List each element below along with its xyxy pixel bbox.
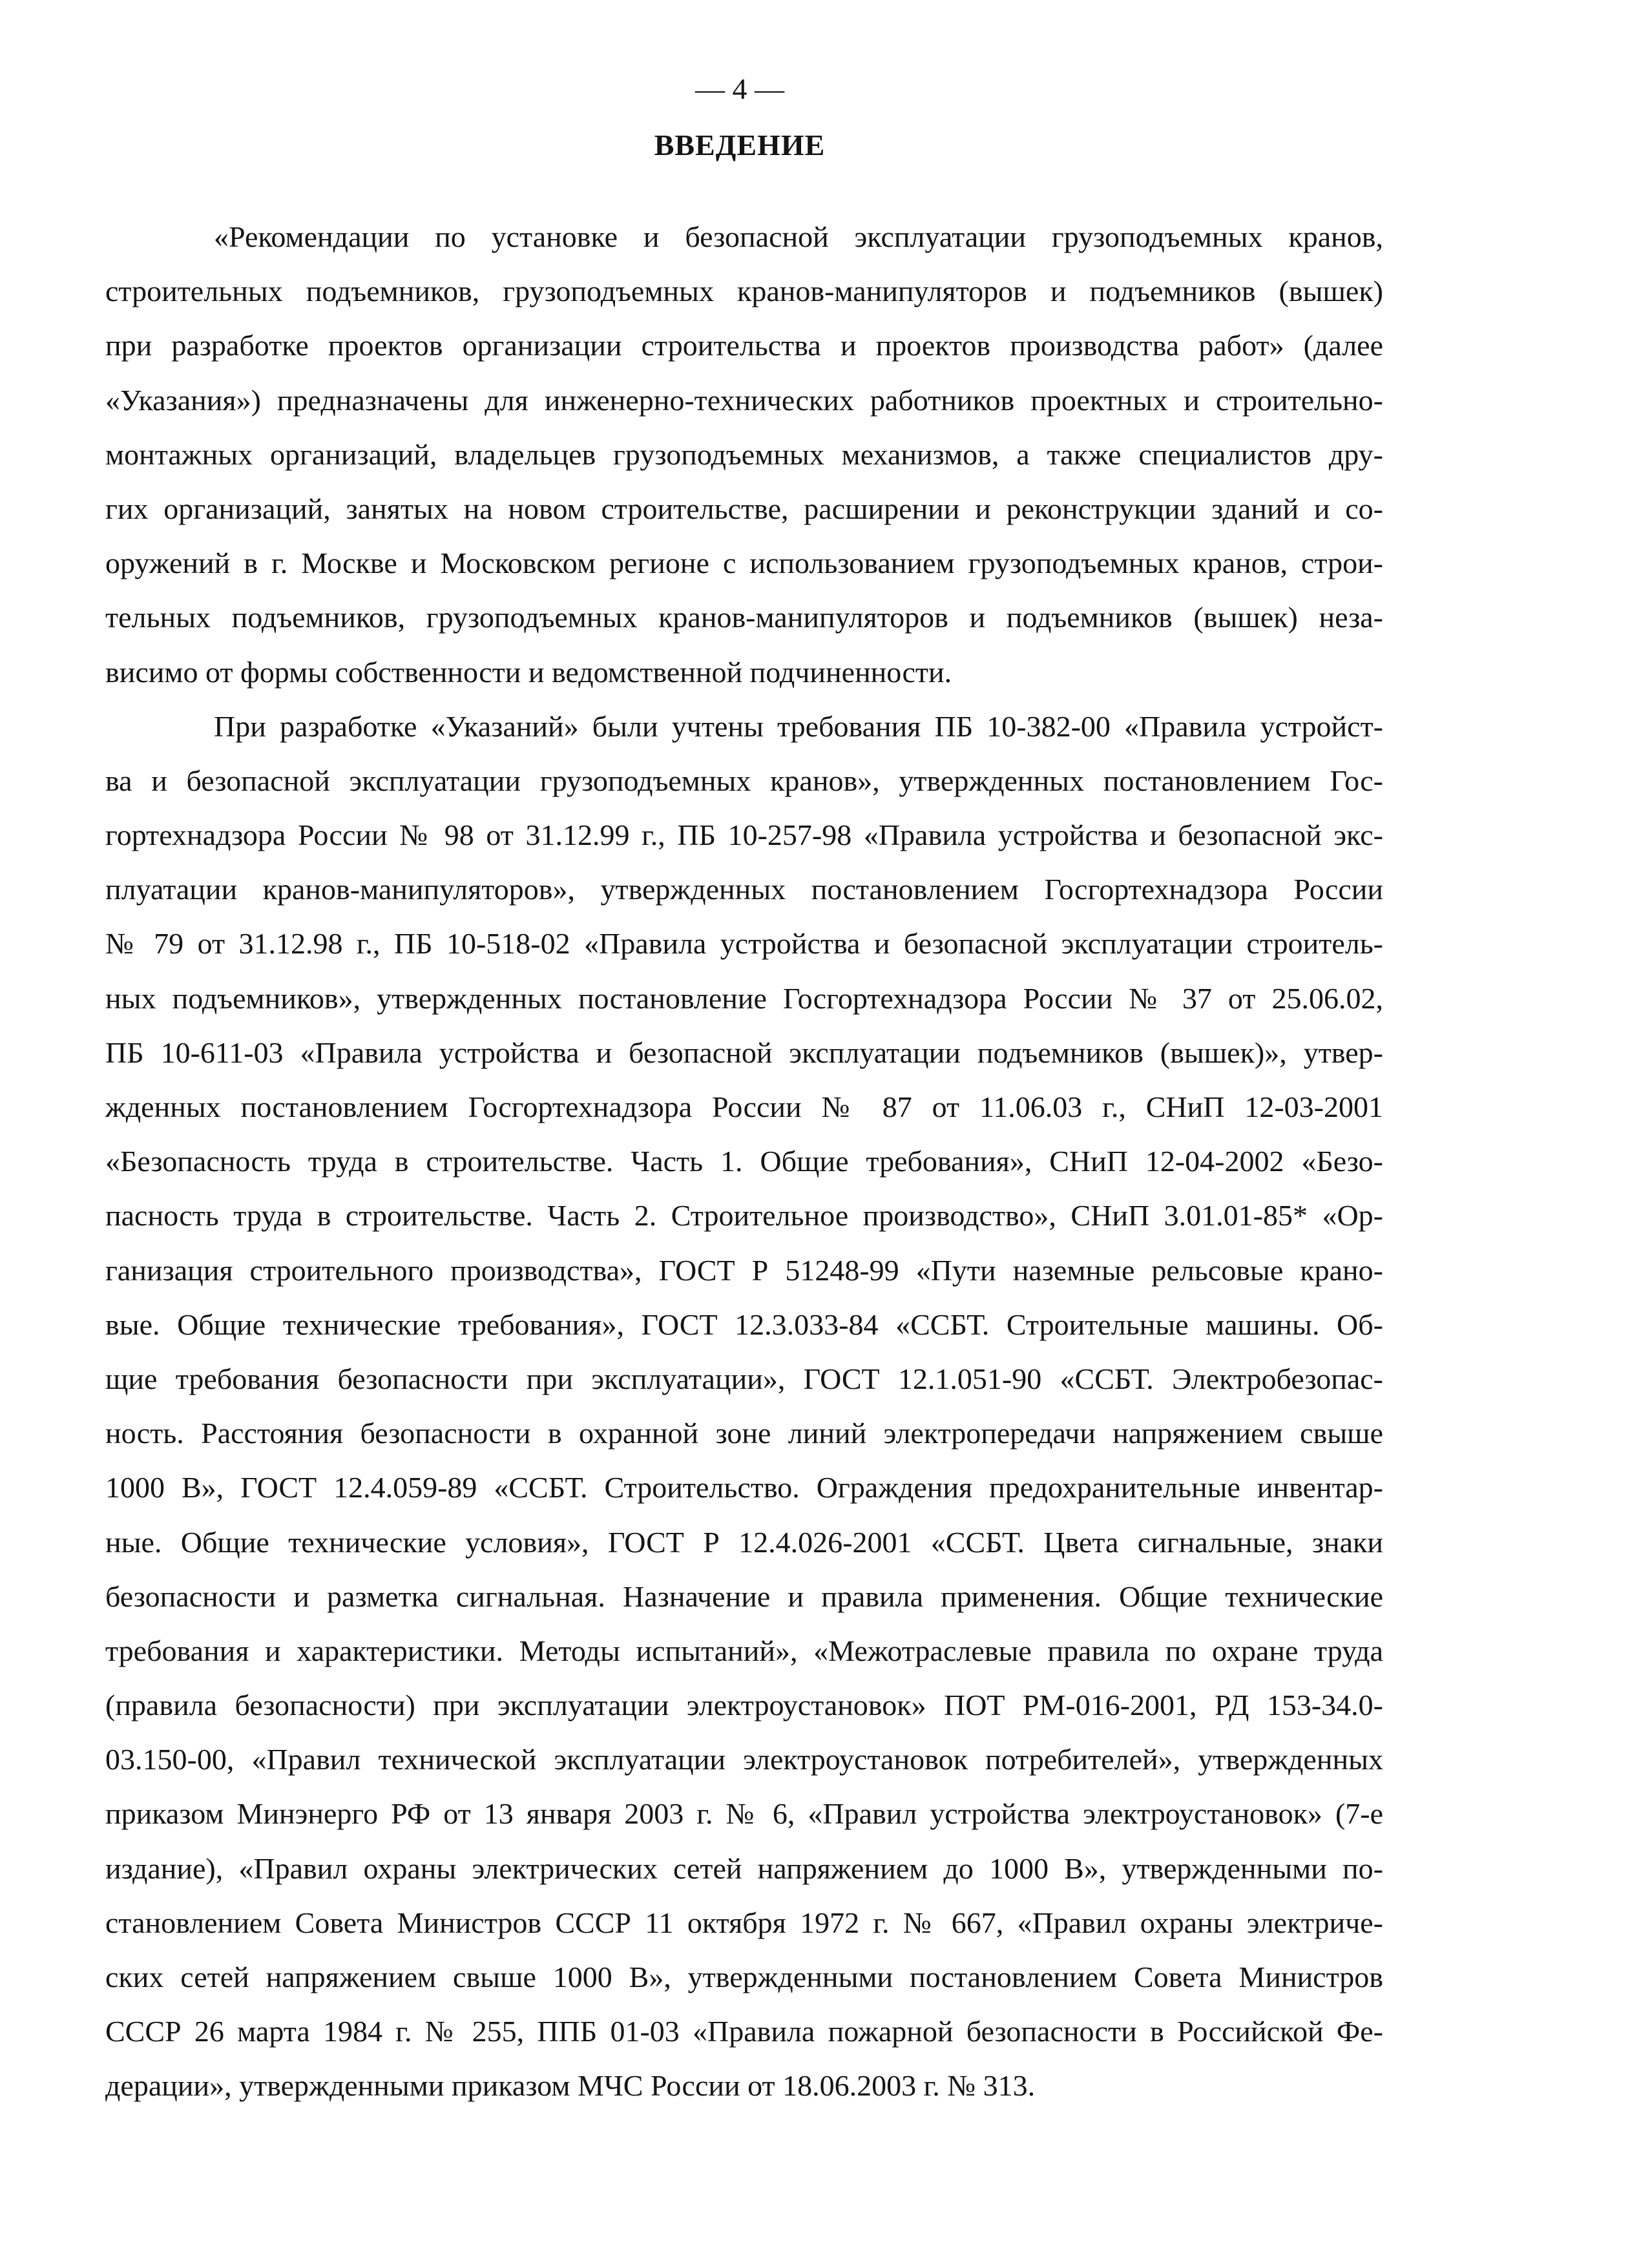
text-line: вые. Общие технические требования», ГОСТ 12.3.033-84 «ССБТ. Строительные машины. Об- <box>105 1307 1383 1341</box>
text-line: монтажных организаций, владельцев грузоподъемных механизмов, а также специалистов дру- <box>105 437 1383 471</box>
paragraph-1 <box>105 210 1383 700</box>
text-line: дерации», утвержденными приказом МЧС России от 18.06.2003 г. № 313. <box>105 2069 1036 2103</box>
paragraph-2 <box>105 700 1383 2114</box>
text-line: висимо от формы собственности и ведомственной подчиненности. <box>105 655 952 689</box>
text-line: При разработке «Указаний» были учтены требования ПБ 10-382-00 «Правила устройст- <box>214 709 1383 743</box>
text-line: приказом Минэнерго РФ от 13 января 2003 г. № 6, «Правил устройства электроустановок» (7-е <box>105 1797 1383 1831</box>
text-line: гортехнадзора России № 98 от 31.12.99 г., ПБ 10-257-98 «Правила устройства и безопасной экс- <box>105 818 1383 852</box>
text-line: при разработке проектов организации строительства и проектов производства работ» (далее <box>105 329 1383 362</box>
text-line: гих организаций, занятых на новом строительстве, расширении и реконструкции зданий и со- <box>105 492 1383 525</box>
text-line: издание), «Правил охраны электрических сетей напряжением до 1000 В», утвержденными по- <box>105 1851 1383 1885</box>
text-line: 03.150-00, «Правил технической эксплуатации электроустановок потребителей», утвержденных <box>105 1743 1383 1776</box>
text-line: ных подъемников», утвержденных постановление Госгортехнадзора России № 37 от 25.06.02, <box>105 981 1383 1015</box>
page-number: — 4 — <box>695 72 784 105</box>
text-line: ских сетей напряжением свыше 1000 В», утвержденными постановлением Совета Министров <box>105 1961 1383 1993</box>
text-line: безопасности и разметка сигнальная. Назначение и правила применения. Общие технические <box>105 1579 1383 1613</box>
text-line: «Рекомендации по установке и безопасной эксплуатации грузоподъемных кранов, <box>214 220 1383 253</box>
text-line: 1000 В», ГОСТ 12.4.059-89 «ССБТ. Строительство. Ограждения предохранительные инвентар- <box>105 1471 1383 1504</box>
text-line: (правила безопасности) при эксплуатации электроустановок» ПОТ РМ-016-2001, РД 153-34.0- <box>105 1689 1383 1722</box>
text-line: «Указания») предназначены для инженерно-технических работников проектных и строительно- <box>105 383 1383 417</box>
body-text <box>105 210 1383 2114</box>
text-line: ва и безопасной эксплуатации грузоподъемных кранов», утвержденных постановлением Гос- <box>105 764 1383 797</box>
text-line: ганизация строительного производства», ГОСТ Р 51248-99 «Пути наземные рельсовые крано- <box>105 1253 1383 1287</box>
text-line: оружений в г. Москве и Московском регионе с использованием грузоподъемных кранов, строи- <box>105 546 1383 580</box>
text-line: № 79 от 31.12.98 г., ПБ 10-518-02 «Правила устройства и безопасной эксплуатации строитель- <box>105 927 1383 961</box>
text-line: плуатации кранов-манипуляторов», утвержденных постановлением Госгортехнадзора России <box>105 873 1383 906</box>
text-line: ные. Общие технические условия», ГОСТ Р 12.4.026-2001 «ССБТ. Цвета сигнальные, знаки <box>105 1525 1383 1559</box>
text-line: жденных постановлением Госгортехнадзора России № 87 от 11.06.03 г., СНиП 12-03-2001 <box>105 1090 1383 1123</box>
section-title: ВВЕДЕНИЕ <box>654 129 826 161</box>
text-line: строительных подъемников, грузоподъемных кранов-манипуляторов и подъемников (вышек) <box>105 275 1383 308</box>
text-line: становлением Совета Министров СССР 11 октября 1972 г. № 667, «Правил охраны электриче- <box>105 1906 1383 1939</box>
text-line: пасность труда в строительстве. Часть 2. Строительное производство», СНиП 3.01.01-85* «Ор- <box>105 1199 1383 1233</box>
text-line: ность. Расстояния безопасности в охранной зоне линий электропередачи напряжением свыше <box>105 1417 1383 1450</box>
text-line: «Безопасность труда в строительстве. Часть 1. Общие требования», СНиП 12-04-2002 «Безо- <box>105 1145 1383 1178</box>
text-line: щие требования безопасности при эксплуатации», ГОСТ 12.1.051-90 «ССБТ. Электробезопас- <box>105 1362 1383 1395</box>
text-line: тельных подъемников, грузоподъемных кранов-манипуляторов и подъемников (вышек) неза- <box>105 601 1383 634</box>
text-line: ПБ 10-611-03 «Правила устройства и безопасной эксплуатации подъемников (вышек)», утвер- <box>105 1035 1383 1069</box>
text-line: СССР 26 марта 1984 г. № 255, ППБ 01-03 «Правила пожарной безопасности в Российской Фе- <box>105 2015 1383 2048</box>
text-line: требования и характеристики. Методы испытаний», «Межотраслевые правила по охране труда <box>105 1634 1383 1667</box>
